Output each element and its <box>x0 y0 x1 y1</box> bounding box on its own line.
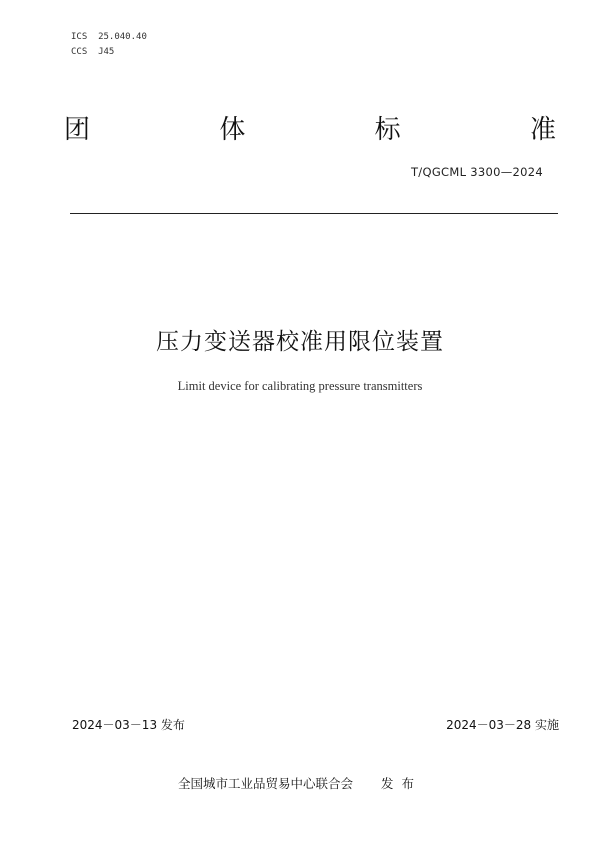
publisher-action: 发布 <box>381 776 423 791</box>
publisher-organization: 全国城市工业品贸易中心联合会 <box>177 776 353 791</box>
ics-code: ICS 25.040.40 <box>71 32 147 42</box>
document-title-chinese: 压力变送器校准用限位装置 <box>156 329 444 355</box>
classification-codes <box>71 30 147 60</box>
release-date: 2024－03－13 发布 <box>72 718 185 732</box>
standard-number: T/QGCML 3300—2024 <box>410 165 543 179</box>
implementation-date: 2024－03－28 实施 <box>446 718 559 732</box>
standard-type-char-1: 团 <box>64 115 91 145</box>
standard-type-char-3: 标 <box>374 115 401 145</box>
standard-type-char-2: 体 <box>219 115 246 145</box>
publisher-line <box>0 775 600 793</box>
document-title-english: Limit device for calibrating pressure transmitters <box>177 379 423 393</box>
standard-type-char-4: 准 <box>529 115 556 145</box>
standard-type-heading <box>64 112 556 148</box>
header-divider <box>70 213 558 214</box>
ccs-code: CCS J45 <box>71 47 115 57</box>
